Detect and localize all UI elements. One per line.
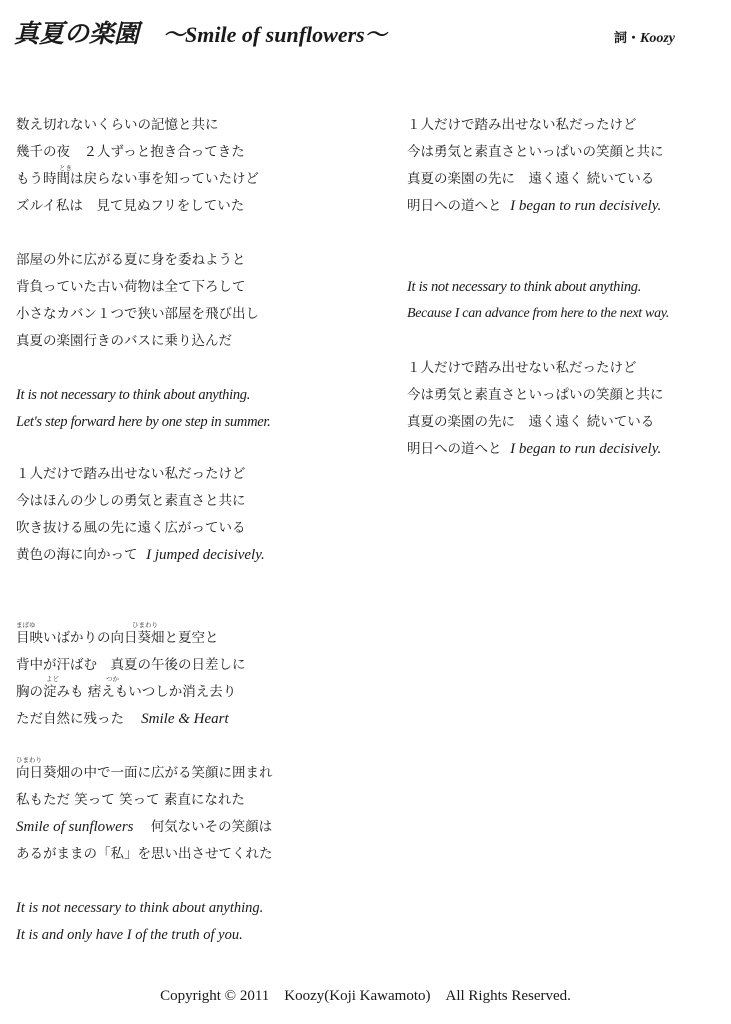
lyric-line: 真夏の楽園の先に 遠く遠く 続いている xyxy=(407,171,655,187)
lyric-line: 私もただ 笑って 笑って 素直になれた xyxy=(16,792,245,808)
english-line: It is not necessary to think about anything. xyxy=(16,387,251,403)
lyric-line: 今は勇気と素直さといっぱいの笑顔と共に xyxy=(407,387,664,403)
lyric-line xyxy=(407,197,661,215)
lyric-line xyxy=(16,818,272,836)
title-en: ～Smile of sunflowers～ xyxy=(163,22,387,47)
lyric-line: 数え切れないくらいの記憶と共に xyxy=(16,117,219,133)
lyric-line: 小さなカバン１つで狭い部屋を飛び出し xyxy=(16,306,259,322)
lyric-line: 胸の淀みも 痞えもいつしか消え去り xyxy=(16,684,237,700)
english-line: It is not necessary to think about anything. xyxy=(16,900,264,916)
english-phrase: Smile & Heart xyxy=(141,711,229,727)
lyric-line: 部屋の外に広がる夏に身を委ねようと xyxy=(16,252,246,268)
ruby-annotation: つか xyxy=(106,675,119,683)
ruby-annotation: とき xyxy=(59,164,72,172)
lyric-line: １人だけで踏み出せない私だったけど xyxy=(16,466,246,482)
lyric-text: 明日への道へと xyxy=(407,198,502,214)
lyric-line: １人だけで踏み出せない私だったけど xyxy=(407,360,637,376)
song-title xyxy=(14,14,387,50)
ruby-annotation: ひまわり xyxy=(132,621,158,629)
lyricist-credit xyxy=(614,27,675,47)
lyric-line xyxy=(16,710,229,728)
lyric-text: 明日への道へと xyxy=(407,441,502,457)
ruby-annotation: よど xyxy=(46,675,59,683)
english-line: It is and only have I of the truth of you. xyxy=(16,927,243,943)
lyric-line: もう時間は戻らない事を知っていたけど xyxy=(16,171,259,187)
lyric-line: １人だけで踏み出せない私だったけど xyxy=(407,117,637,133)
english-line: It is not necessary to think about anything. xyxy=(407,279,642,295)
lyric-line: 真夏の楽園行きのバスに乗り込んだ xyxy=(16,333,232,349)
lyric-line: 幾千の夜 ２人ずっと抱き合ってきた xyxy=(16,144,245,160)
copyright-footer: Copyright © 2011 Koozy(Koji Kawamoto) All Rights Reserved. xyxy=(160,988,571,1004)
lyric-text: 黄色の海に向かって xyxy=(16,547,138,563)
lyric-line: 背中が汗ばむ 真夏の午後の日差しに xyxy=(16,657,246,673)
lyric-line: 今はほんの少しの勇気と素直さと共に xyxy=(16,493,246,509)
english-line: Let's step forward here by one step in summer. xyxy=(16,414,271,430)
lyric-line: ズルイ私は 見て見ぬフリをしていた xyxy=(16,198,245,214)
lyric-line: 向日葵畑の中で一面に広がる笑顔に囲まれ xyxy=(16,765,273,781)
lyric-line xyxy=(16,546,265,564)
english-phrase: I began to run decisively. xyxy=(510,441,662,457)
lyric-line: 目映いばかりの向日葵畑と夏空と xyxy=(16,630,219,646)
lyric-text: 何気ないその笑顔は xyxy=(150,819,273,835)
title-jp: 真夏の楽園 xyxy=(14,19,140,48)
lyric-line xyxy=(407,440,661,458)
ruby-annotation: まばゆ xyxy=(16,621,36,629)
ruby-annotation: ひまわり xyxy=(16,756,42,764)
lyricist-label: 詞・ xyxy=(614,31,641,46)
english-phrase: I jumped decisively. xyxy=(146,547,265,563)
english-phrase: Smile of sunflowers xyxy=(16,819,134,835)
english-phrase: I began to run decisively. xyxy=(510,198,662,214)
lyric-line: 吹き抜ける風の先に遠く広がっている xyxy=(16,520,246,536)
lyric-line: あるがままの「私」を思い出させてくれた xyxy=(16,846,273,862)
english-line: Because I can advance from here to the next way. xyxy=(407,306,670,321)
lyricist-name: Koozy xyxy=(640,31,676,46)
lyric-line: 今は勇気と素直さといっぱいの笑顔と共に xyxy=(407,144,664,160)
lyric-text: ただ自然に残った xyxy=(16,711,124,727)
lyric-line: 真夏の楽園の先に 遠く遠く 続いている xyxy=(407,414,655,430)
lyric-line: 背負っていた古い荷物は全て下ろして xyxy=(16,279,246,295)
